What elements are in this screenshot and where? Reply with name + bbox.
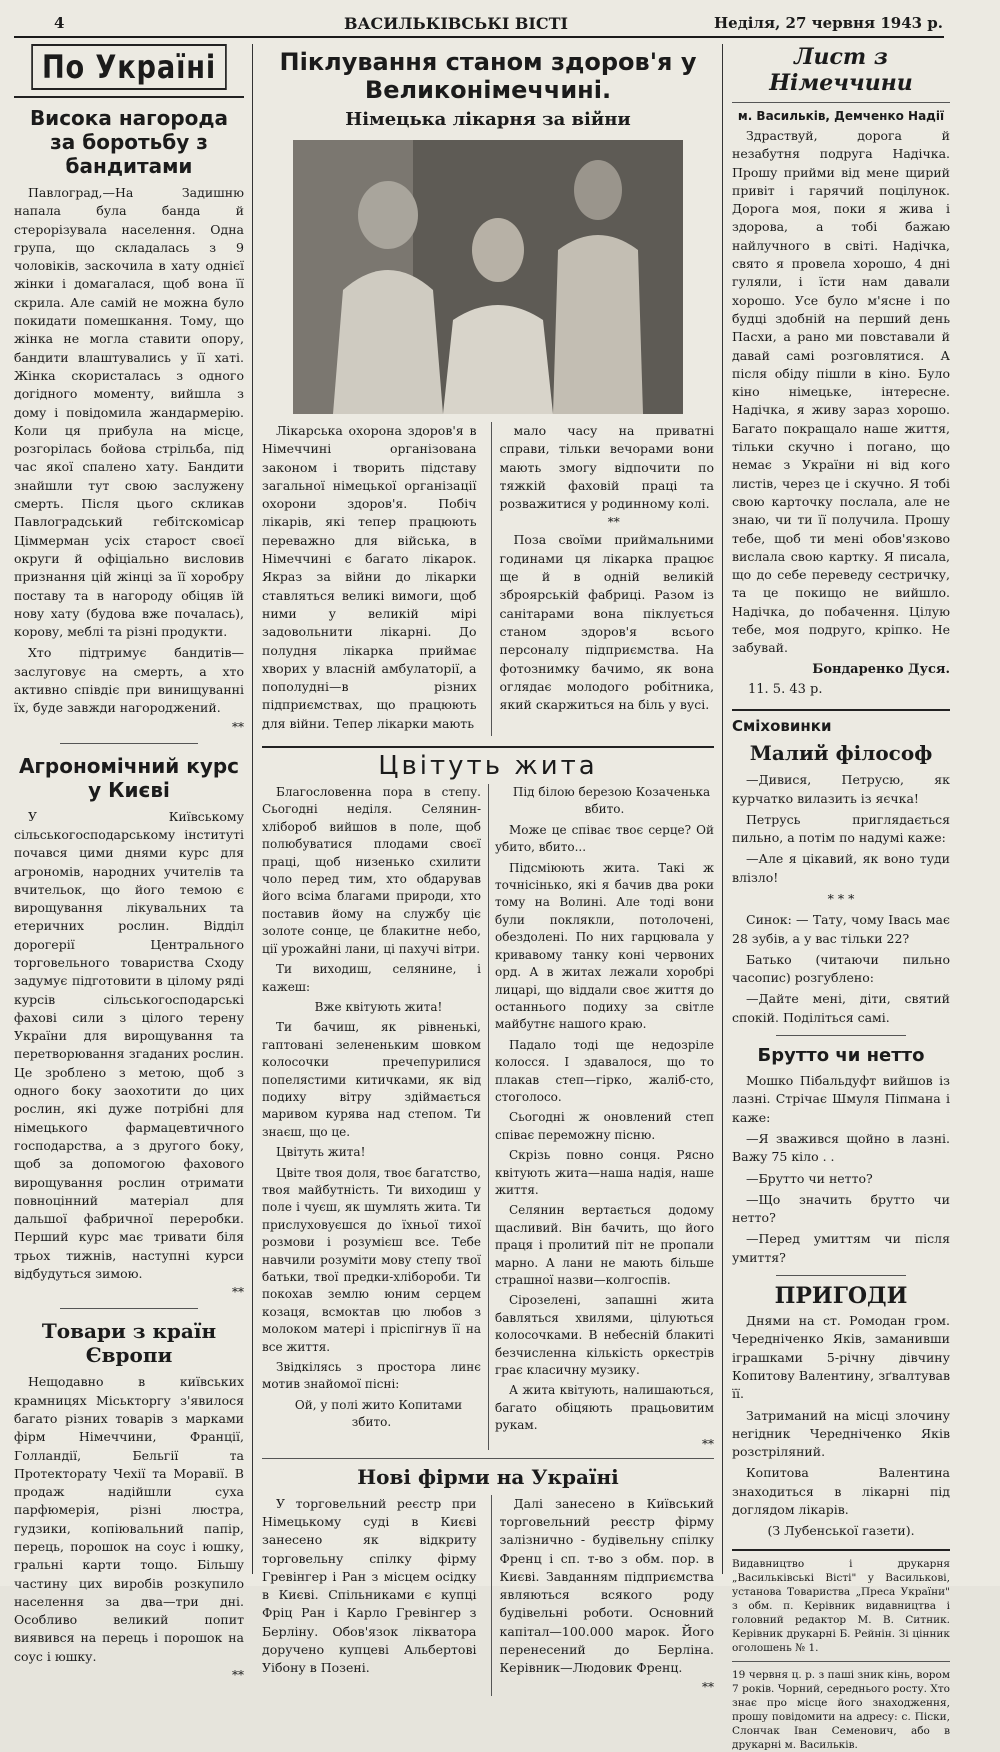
paragraph: Сьогодні ж оновлений степ співає переможну пісню. xyxy=(495,1110,714,1142)
joke-line: —Дивися, Петрусю, як курчатко вилазить із яєчка! xyxy=(732,772,950,806)
divider xyxy=(262,1458,714,1459)
article-title-goods: Товари з країн Європи xyxy=(41,1319,217,1368)
joke-line: —Дайте мені, діти, святий спокій. Поділіться самі. xyxy=(732,991,950,1025)
divider xyxy=(776,1275,907,1276)
letter-signature: Бондаренко Дуся. xyxy=(812,661,950,677)
divider xyxy=(732,1549,950,1551)
paragraph: Благословенна пора в степу. Сьогодні неділя. Селянин-хлібороб вийшов в поле, щоб полюбуватися плодами своєї праці, щоб низенько схилити чоло перед тим, хто обдарував його всіма благами природи, хто поставив йому на службу ціє золоте сонце, це блакитне небо, ції урожайні лани, ці пахучі вітри. xyxy=(262,785,481,956)
end-mark: ** xyxy=(702,1436,714,1451)
health-col-a xyxy=(262,422,477,736)
paragraph: Сірозелені, запашні жита бавляться хвилями, цілуються колосочками. В небесній блакиті безчисленна кількість оркестрів грає класичну музику. xyxy=(495,1293,714,1378)
paragraph: А жита квітують, налишаються, багато обіцяють працьовитим рукам. xyxy=(495,1383,714,1433)
health-article-columns xyxy=(262,422,714,736)
paragraph: Може це співає твоє серце? Ой убито, вбито... xyxy=(495,822,714,855)
letter-address: м. Васильків, Демченко Надії xyxy=(737,109,945,123)
paragraph: Селянин вертається додому щасливий. Він бачить, що його праця і пролитий піт не пропали марно. А лани не мають більше страшної назви—колгоспів. xyxy=(495,1203,714,1288)
health-col-b xyxy=(491,422,715,736)
joke-line: Мошко Пібальдуфт вийшов із лазні. Стрічає Шмуля Піпмана і каже: xyxy=(732,1073,950,1125)
article-title-health: Піклування станом здоров'я у Великонімеччині. xyxy=(279,48,697,104)
end-mark: ** xyxy=(232,1668,244,1683)
paragraph: Підсміюють жита. Такі ж точнісінько, які я бачив два роки тому на Волині. Але тоді вони були поклякли, потолочені, обездолені. По них гарцювала у кривавому танку коні червоних орд. А в житах лежали хоробрі лицарі, що віддали своє життя до останнього подиху за світле майбутнє нашого краю. xyxy=(495,860,714,1032)
newspaper-title: ВАСИЛЬКІВСЬКІ ВІСТІ xyxy=(344,14,568,33)
joke-line: —Але я цікавий, як воно туди влізло! xyxy=(732,851,950,885)
paragraph: Павлоград,—На Задишню напала була банда й стерорізувала населення. Одна група, що складалась з 9 чоловіків, заскочила в хату однієї жінки і домагалася, щоб вона її скрила. Але самій не можна було покидати помешкання. Тому, що жінка не могла ставити опору, бандити влаштувались у її хаті. Жінка скористалась з одного догідного моменту, вийшла з дому і повідомила жандармерію. Коли ця прибула на місце, розгорілась бойова стрільба, під час якої спалено хату. Бандити знайшли тут свою заслужену смерть. Після цього скликав Павлоградський гебітскомісар Ціммерман усіх старост своєї округи й офіціально висловив признання цій жінці за її хоробру поставу та в нагороду обіцяв їй нову хату (будова вже почалась), корову, меблі та різні продукти. xyxy=(14,185,244,640)
paragraph: Звідкілясь з простора линє мотив знайомої пісні: xyxy=(262,1360,481,1392)
divider xyxy=(14,96,244,98)
paragraph: У торговельний реєстр при Німецькому суді в Києві занесено як відкриту торговельну спілку фірму Гревінгер і Ран з місцем осідку в Києві. Спільниками є купці Фріц Ран і Карло Гревінгер з Берліну. Обов'язок лікватора доручено купцеві Альбертові Уібону в Позені. xyxy=(262,1495,477,1676)
accidents-body xyxy=(732,1312,950,1541)
article-award-body xyxy=(14,184,244,733)
end-mark: ** xyxy=(702,1679,714,1694)
paragraph: Цвітуть жита! xyxy=(276,1145,366,1160)
divider xyxy=(60,743,198,744)
separator: * * * xyxy=(827,890,855,906)
joke-line: Синок: — Тату, чому Івась має 28 зубів, а у вас тільки 22? xyxy=(732,912,950,946)
joke-line: Батько (читаючи пильно часопис) розгублено: xyxy=(732,951,950,986)
new-firms-columns xyxy=(262,1495,714,1696)
column-left xyxy=(14,44,244,1683)
paragraph: Цвіте твоя доля, твоє багатство, твоя майбутність. Ти виходиш у поле і чуєш, як шумлять жита. Ти прислуховуєшся до їхньої тихої розмови і розумієш все. Тебе навчили розуміти мову степу твої батьки, твої предки-хлібороби. Ти покохав землю юним серцем козаця, всмоктав цю любов з молоком матері і пріспігнув її на все життя. xyxy=(262,1165,481,1354)
paragraph: Здраствуй, дорога й незабутня подруга Надічка. Прошу прийми від мене щирий привіт і гарячий поцілунок. Дорога моя, поки я жива і здорова, а тобі бажаю найлучного в світі. Надічка, свято я провела хорошо, 4 дні гуляли, і їсти нам давали хорошо. Усе було м'ясне і по будці здобній на перший день Пасхи, а рано ми повставали й давай самі розговлятися. А після обіду пішли в кіно. Було кіно німецьке, інтересне. Надічка, я живу зараз хорошо. Багато покращало наше життя, тільки скучно і погано, що немає з України ні від кого листів, через це і скучно. Я тобі свою карточку послала, але не знаю, чи ти її получила. Прошу тебе, щоб ти мені обов'язково вислала свою картку. Я писала, що до себе переведу сестричку, та це покищо не вийшло. Надічка, до побачення. Цілую тебе, моя подруго, кріпко. Не забувай. xyxy=(732,128,950,656)
rubric-po-ukraini: По Україні xyxy=(31,44,227,90)
article-agro-body xyxy=(14,808,244,1299)
paragraph: Скрізь повно сонця. Рясно квітують жита—наша надія, наше життя. xyxy=(495,1148,714,1197)
paragraph: Ти бачиш, як рівненькі, гаптовані зелененьким шовком колосочки пречепурилися попелястими китичками, як від подиху вітру здіймається маривом курява над степом. Ти знаєш, що це. xyxy=(262,1020,481,1139)
divider xyxy=(776,1035,907,1036)
column-rule xyxy=(722,44,723,1574)
masthead xyxy=(14,10,944,38)
divider xyxy=(262,746,714,748)
column-rule xyxy=(252,44,253,1574)
paragraph: У Київському сільськогосподарському інституті почався цими днями курс для агрономів, народних учителів та вчительок, що його темою є вирощування лікувальних та етеричних рослин. Відділ дорогерії Центрального торговельного товариства Сходу задумує підготовити в цілому ряді курсів сільськогосподарські фахові сили з цілого терену України для вирощування та перетворювання згаданих рослин. Це зроблено з метою, щоб з одного боку заохотити до цих рослин, які дуже потрібні для німецького фармацевтичного господарства, а з другого боку, щоб за допомогою фахового вирощування рослин отримати повноцінний матеріал для дальшої фабричної переробки. Перший курс має тривати біля трьох тижнів, наступні курси відбудуться зимою. xyxy=(14,808,244,1282)
paragraph: Поза своїми приймальними годинами ця лікарка працює ще й в одній великій зброярській фабриці. Разом із санітарами вона піклується станом здоров'я всього персоналу підприємства. На фотознимку бачимо, як вона оглядає молодого робітника, який скаржиться на біль у вусі. xyxy=(499,532,714,713)
rubric-humor: Сміховинки xyxy=(732,717,832,736)
photo-doctor-patient xyxy=(293,140,683,414)
lost-horse-notice: 19 червня ц. р. з паші зник кінь, вором 7 років. Чорний, середнього росту. Хто знає про місце його знаходження, прошу повідомити на адресу: с. Піски, Слончак Іван Семенович, або в друкарні м. Васильків. xyxy=(732,1668,950,1751)
paragraph: Хто підтримує бандитів—заслуговує на смерть, а хто активно співдіє при винищуванні їх, буде завжди нагороджений. xyxy=(14,645,244,716)
paragraph: Далі занесено в Київський торговельний реєстр фірму залізнично - будівельну спілку Френц і сп. т-во з обм. пор. в Києві. Завданням підприємства являються всякого роду будівельні роботи. Основний капітал—100.000 марок. Його перенесений до Берліна. Керівник—Людовик Френц. xyxy=(499,1495,714,1676)
column-center xyxy=(262,44,714,1694)
end-mark: ** xyxy=(232,1285,244,1300)
page-number: 4 xyxy=(54,14,65,32)
separator: ** xyxy=(607,515,620,530)
article-goods-body xyxy=(14,1373,244,1681)
imprint: Видавництво і друкарня „Васильківські Вісті" у Василькові, установа Товариства „Преса України" з обм. п. Керівник видавництва і головний редактор М. В. Ситник. Керівник друкарні Б. Рейнін. Зі цінник оголошень № 1. xyxy=(732,1557,950,1654)
joke-title-brutto: Брутто чи нетто xyxy=(757,1045,925,1067)
song-verse: Під білою березою Козаченька вбито. xyxy=(512,785,711,817)
divider xyxy=(732,102,950,103)
source-note: (З Лубенської газети). xyxy=(767,1523,915,1539)
paragraph: Нещодавно в київських крамницях Міськторгу з'явилося багато різних товарів з марками фірм Німеччини, Франції, Голландії, Бельгії та Протекторату Чехії та Моравії. В продаж надійшли суха парфюмерія, різні люстра, гудзики, копіювальний папір, перець, порошок на соус і юшку, гральні карти тощо. Більшу частину цих виробів розкупило населення за два—три дні. Особливо великий попит виявився на перець і порошок на соус і юшку. xyxy=(14,1374,244,1664)
paragraph: Лікарська охорона здоров'я в Німеччині організована законом і творить підставу загальної німецької організації охорони здоров'я. Побіч лікарів, які тепер працюють переважно для війська, в Німеччині є багато лікарок. Якраз за війни до лікарки ставляться великі вимоги, щоб ними у великій мірі задовольнити лікарні. До полудня лікарка приймає хворих у власній амбулаторії, а пополудні—в різних підприємствах, що працюють для війни. Тепер лікарки мають xyxy=(262,423,477,731)
joke-line: —Я зважився щойно в лазні. Важу 75 кіло . . xyxy=(732,1130,950,1165)
article-title-agro-course: Агрономічний курс у Києві xyxy=(18,753,240,802)
article-subtitle-health: Німецька лікарня за війни xyxy=(345,109,631,130)
photo-illustration xyxy=(293,140,683,414)
paragraph: Днями на ст. Ромодан гром. Чередніченко Яків, заманивши іграшками 5-річну дівчину Копитову Валентину, зґвалтував її. xyxy=(732,1313,950,1402)
section-title-accidents: ПРИГОДИ xyxy=(774,1283,908,1310)
new-firms-col-b xyxy=(491,1495,715,1696)
article-title-award: Висока нагорода за боротьбу з бандитами xyxy=(29,106,229,178)
paragraph: мало часу на приватні справи, тільки вечорами вони мають змогу відпочити по тяжкій фаховій праці та розважитися у родинному колі. xyxy=(499,423,714,512)
paragraph: Вже квітують жита! xyxy=(314,999,443,1014)
letter-body xyxy=(732,127,950,699)
letter-date: 11. 5. 43 р. xyxy=(748,681,823,697)
joke-line: Петрусь приглядається пильно, а потім по надумі каже: xyxy=(732,811,950,846)
article-rye-body xyxy=(262,784,714,1450)
joke-title-philosopher: Малий філософ xyxy=(749,741,933,766)
article-title-letter: Лист з Німеччини xyxy=(769,44,913,96)
article-title-rye: Цвітуть жита xyxy=(378,751,598,782)
divider xyxy=(732,709,950,711)
paragraph: Копитова Валентина знаходиться в лікарні під доглядом лікарів. xyxy=(732,1465,950,1517)
joke-line: —Перед умиттям чи після умиття? xyxy=(732,1231,950,1265)
divider xyxy=(60,1308,198,1309)
joke-philosopher-body xyxy=(732,771,950,1027)
joke-brutto-body xyxy=(732,1072,950,1267)
article-title-new-firms: Нові фірми на Україні xyxy=(357,1464,619,1489)
paragraph: Затриманий на місці злочину негідник Чередніченко Яків розстріляний. xyxy=(732,1407,950,1460)
divider xyxy=(732,1661,950,1662)
joke-line: —Брутто чи нетто? xyxy=(746,1170,873,1186)
joke-line: —Що значить брутто чи нетто? xyxy=(732,1191,950,1226)
song-verse: Ой, у полі жито Копитами збито. xyxy=(294,1397,463,1430)
paragraph: Падало тоді ще недозріле колосся. І здавалося, що то плакав степ—гірко, жаліб-сто, стоголосо. xyxy=(495,1037,714,1104)
new-firms-col-a xyxy=(262,1495,477,1696)
issue-date: Неділя, 27 червня 1943 р. xyxy=(714,14,944,32)
end-mark: ** xyxy=(232,719,244,734)
column-right xyxy=(732,44,950,1751)
paragraph: Ти виходиш, селянине, і кажеш: xyxy=(262,962,481,994)
